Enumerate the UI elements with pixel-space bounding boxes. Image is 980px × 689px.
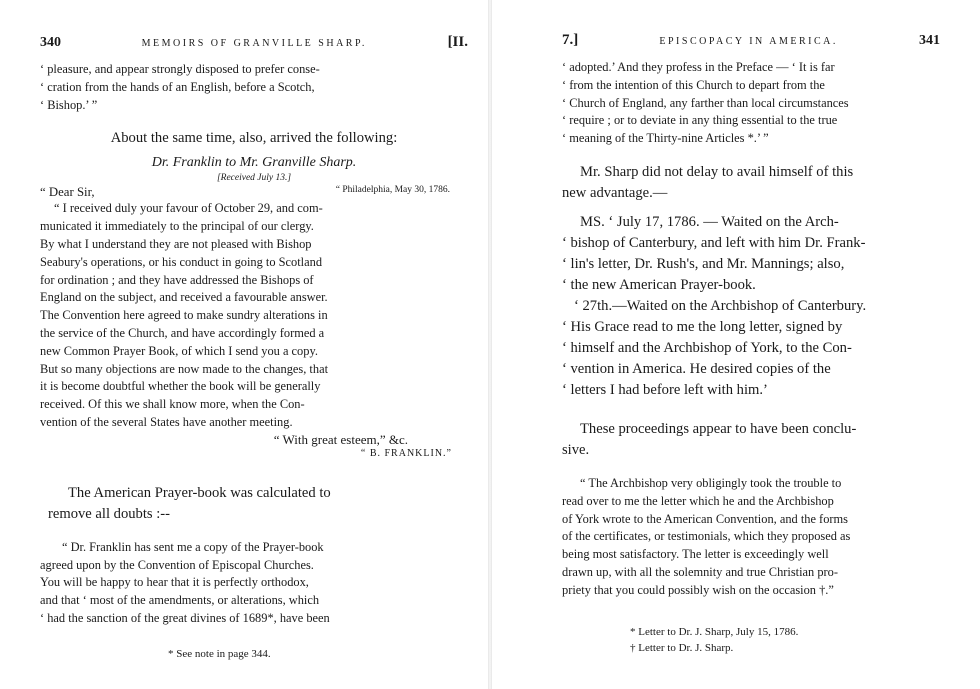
text-line: You will be happy to hear that it is perfectly orthodox, — [40, 575, 309, 590]
salutation: “ Dear Sir, — [40, 185, 95, 200]
text-line: ‘ had the sanction of the great divines of 1689*, have been — [40, 610, 330, 625]
letter-heading: Dr. Franklin to Mr. Granville Sharp. — [151, 155, 357, 171]
closing: “ With great esteem,” &c. — [273, 431, 408, 447]
text-line: ‘ meaning of the Thirty-nine Articles *.’ ” — [562, 131, 769, 146]
left-running-title: MEMOIRS OF GRANVILLE SHARP. — [141, 38, 367, 49]
text-line: ‘ adopted.’ And they profess in the Preface — ‘ It is far — [562, 60, 835, 74]
left-footnote: * See note in page 344. — [168, 647, 271, 660]
text-line: ‘ 27th.—Waited on the Archbishop of Canterbury. — [574, 297, 867, 314]
text-line: MS. ‘ July 17, 1786. — Waited on the Arch- — [580, 213, 839, 230]
franklin-letter — [40, 200, 468, 431]
text-line: sive. — [562, 441, 590, 458]
text-line: new advantage.— — [562, 184, 668, 201]
text-line: These proceedings appear to have been conclu- — [580, 420, 857, 437]
text-line: The American Prayer-book was calculated to — [68, 484, 331, 501]
text-line: ‘ the new American Prayer-book. — [562, 276, 756, 293]
text-line: the service of the Church, and have accordingly formed a — [40, 325, 325, 340]
footnote-line: * Letter to Dr. J. Sharp, July 15, 1786. — [630, 625, 799, 638]
text-line: ‘ cration from the hands of an English, before a Scotch, — [40, 79, 315, 94]
text-line: ‘ himself and the Archbishop of York, to the Con- — [562, 339, 852, 356]
text-line: received. Of this we shall know more, when the Con- — [40, 397, 305, 412]
right-para-continuation — [562, 59, 940, 148]
salutation-line — [40, 185, 468, 200]
text-line: new Common Prayer Book, of which I send you a copy. — [40, 343, 318, 358]
right-running-title: EPISCOPACY IN AMERICA. — [659, 36, 838, 47]
text-line: read over to me the letter which he and the Archbishop — [562, 493, 834, 508]
text-line: agreed upon by the Convention of Episcopal Churches. — [40, 557, 314, 572]
left-running-head — [40, 34, 468, 51]
right-section-mark: 7.] — [562, 32, 579, 48]
ms-entry — [562, 212, 940, 401]
right-page — [490, 0, 980, 689]
prayer-book-para — [40, 483, 468, 525]
text-line: vention of the several States have another meeting. — [40, 414, 293, 429]
text-line: and that ‘ most of the amendments, or alterations, which — [40, 593, 320, 608]
text-line: drawn up, with all the solemnity and true Christian pro- — [562, 564, 838, 579]
prayer-book-quote — [40, 539, 468, 628]
left-page-number: 340 — [40, 35, 61, 50]
text-line: for ordination ; and they have addressed the Bishops of — [40, 272, 314, 287]
text-line: of the certificates, or testimonials, which they proposed as — [562, 529, 851, 544]
text-line: it is become doubtful whether the book will be generally — [40, 379, 321, 394]
right-footnotes — [562, 624, 940, 656]
footnote-line: † Letter to Dr. J. Sharp. — [630, 641, 734, 654]
right-running-head — [562, 32, 940, 49]
text-line: ‘ letters I had before left with him.’ — [562, 381, 768, 398]
intro-line: About the same time, also, arrived the following: — [110, 130, 398, 147]
text-line: “ I received duly your favour of October 29, and com- — [54, 201, 323, 216]
text-line: ‘ Bishop.’ ” — [40, 97, 98, 112]
left-para-continuation — [40, 61, 468, 114]
text-line: Mr. Sharp did not delay to avail himself of this — [580, 163, 854, 180]
text-line: ‘ from the intention of this Church to depart from the — [562, 77, 825, 92]
text-line: ‘ Church of England, any farther than local circumstances — [562, 95, 849, 110]
dateline: “ Philadelphia, May 30, 1786. — [335, 185, 450, 196]
text-line: remove all doubts :-- — [48, 505, 170, 522]
text-line: municated it immediately to the principal of our clergy. — [40, 219, 314, 234]
text-line: ‘ lin's letter, Dr. Rush's, and Mr. Mannings; also, — [562, 255, 845, 272]
text-line: ‘ bishop of Canterbury, and left with him Dr. Frank- — [562, 234, 866, 251]
received-note: [Received July 13.] — [216, 173, 292, 184]
text-line: Seabury's operations, or his conduct in going to Scotland — [40, 254, 323, 269]
text-line: ‘ His Grace read to me the long letter, signed by — [562, 318, 843, 335]
text-line: ‘ pleasure, and appear strongly disposed to prefer conse- — [40, 62, 320, 76]
proceedings-para — [562, 419, 940, 461]
text-line: priety that you could possibly wish on the occasion †.” — [562, 582, 834, 597]
text-line: But so many objections are now made to the changes, that — [40, 361, 329, 376]
right-page-number: 341 — [918, 33, 940, 48]
left-section-mark: [II. — [447, 34, 468, 50]
archbishop-quote — [562, 475, 940, 600]
text-line: The Convention here agreed to make sundry alterations in — [40, 308, 328, 323]
text-line: “ The Archbishop very obligingly took the trouble to — [580, 475, 842, 490]
text-line: “ Dr. Franklin has sent me a copy of the Prayer-book — [62, 539, 324, 554]
sharp-para — [562, 162, 940, 204]
text-line: England on the subject, and received a favourable answer. — [40, 290, 328, 305]
text-line: ‘ vention in America. He desired copies of the — [562, 360, 831, 377]
signature: “ B. FRANKLIN.” — [360, 447, 452, 459]
text-line: of York wrote to the American Convention, and the forms — [562, 511, 848, 526]
text-line: By what I understand they are not pleased with Bishop — [40, 236, 312, 251]
text-line: ‘ require ; or to deviate in any thing essential to the true — [562, 113, 838, 128]
text-line: being most satisfactory. The letter is exceedingly well — [562, 547, 829, 562]
